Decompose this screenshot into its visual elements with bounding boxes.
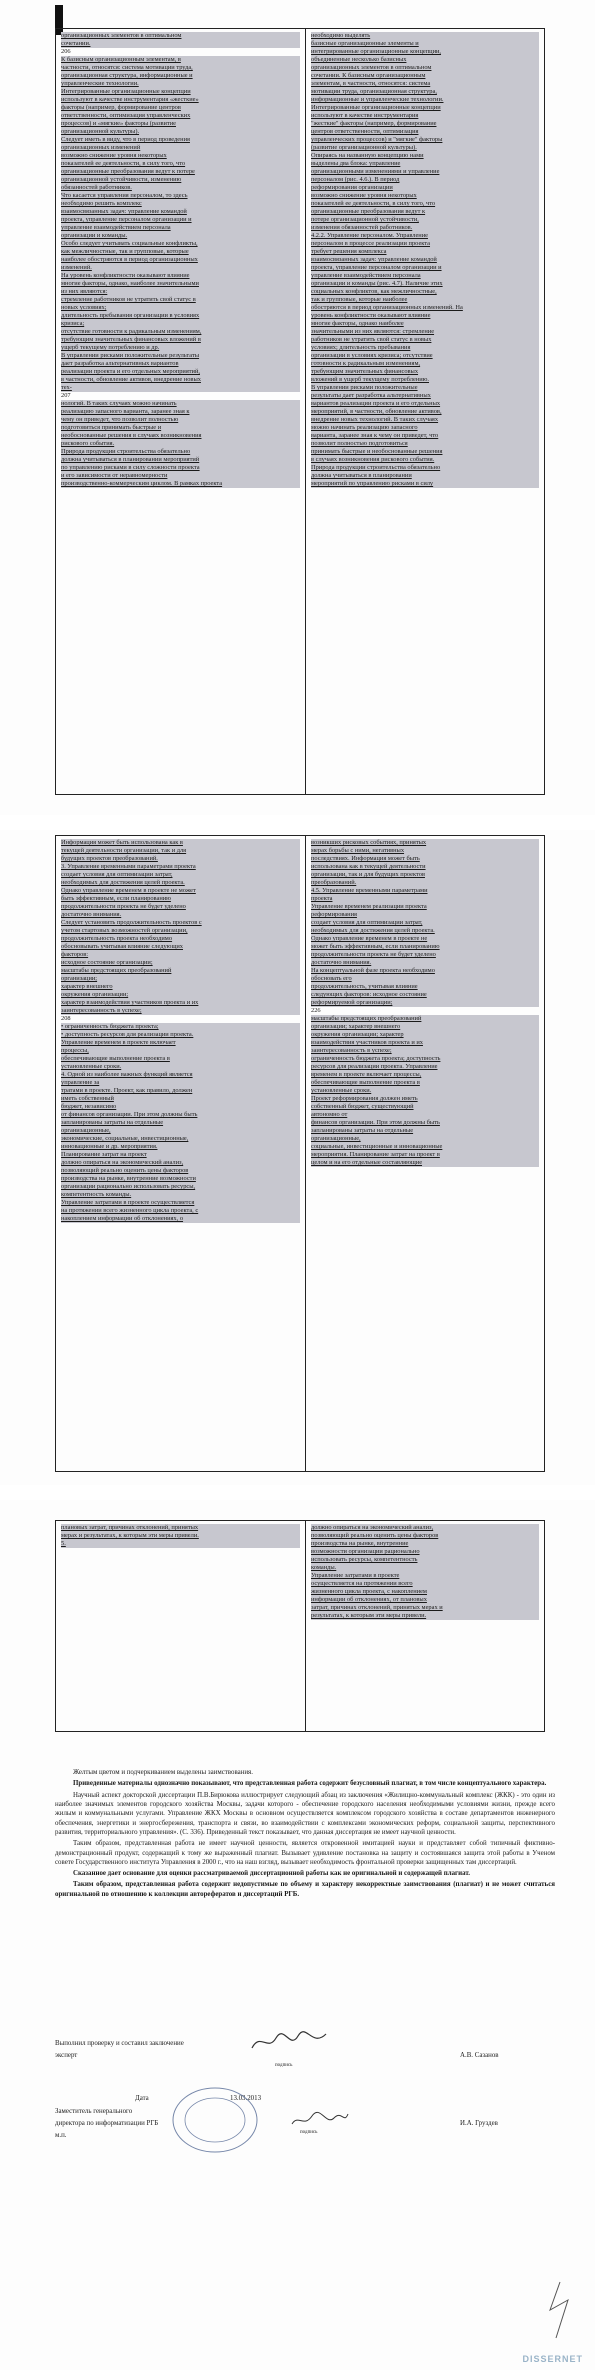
page-number: 207 bbox=[61, 392, 71, 399]
deputy-signature bbox=[290, 2110, 350, 2130]
text-fragment: 4.2.2. Управление персоналом. Управление персоналом в процессе реализации проекта требует решения комплекса взаимосвязанных задач: управление командой проекта, управление персоналом организации и управление взаимодействием персонала организации и команды (рис. 4.7). Наличие этих социальных конфликтов, как межличностные, так и групповые, которые наиболее обостряются в период организационных изменений. На уровень конфликтности оказывают влияние многие факторы, однако наиболее значительными из них являются: стремление работников не утратить свой статус в новых условиях; длительность пребывания организации в условиях кризиса; отсутствие готовности к радикальным изменениям, требующим значительных финансовых вложений в ущерб текущему потреблению. bbox=[311, 232, 539, 384]
text-fragment: организационных элементов в оптимальном сочетании. bbox=[61, 32, 300, 48]
text-fragment: Проект реформирования должен иметь собственный бюджет, существующий автономно от финансов организации. При этом должны быть запланированы затраты на отдельные организационные, социальные, инвестиционные и инновационные мероприятия. Планирование затрат на проект в целом и на его отдельные составляющие bbox=[311, 1095, 539, 1167]
text-fragment: масштабы предстоящих преобразований организации; характер внешнего окружения организации; характер взаимодействия участников проекта и их заинтересованность в успехе; ограниченность бюджета проекта; доступность ресурсов для реализации проекта. Управление временем в проекте включает процессы, обеспечивающие выполнение проекта в установленные сроки. bbox=[311, 1015, 539, 1095]
dissertation-column bbox=[306, 836, 544, 1471]
source-column bbox=[56, 1521, 306, 1731]
expert-line-1: Выполнил проверку и составил заключение bbox=[55, 2040, 184, 2047]
dissertation-column bbox=[306, 29, 544, 794]
source-column bbox=[56, 29, 306, 794]
page-number: 226 bbox=[311, 1007, 321, 1014]
text-fragment: Интегрированные организационные концепции используют в качестве инструментария «жесткие» факторы (например, формирование центров ответственности, оптимизация управленческих процессов) и «мягкие» факторы (развитие организационной культуры). bbox=[61, 88, 300, 136]
expert-conclusion bbox=[55, 1768, 555, 1901]
conclusion-paragraph: Сказанное дает основание для оценки рассматриваемой диссертационной работы как не оригинальной и содержащей плагиат. bbox=[73, 1870, 470, 1878]
scan-page-2 bbox=[0, 830, 595, 1485]
text-fragment: Особо следует учитывать социальные конфликты, как межличностные, так и групповые, которые наиболее обостряются в период организационных изменений. bbox=[61, 240, 300, 272]
text-fragment: возникших рисковых событиях, принятых мерах борьбы с ними, негативных последствиях. Информация может быть использована как в текущей деятельности организации, так и для будущих проектов преобразований. bbox=[311, 839, 539, 887]
source-column bbox=[56, 836, 306, 1471]
dissertation-column bbox=[306, 1521, 544, 1731]
deputy-name: И.А. Груздев bbox=[460, 2120, 498, 2127]
text-fragment: На концептуальной фазе проекта необходимо обосновать его продолжительность, учитывая влияние следующих факторов: исходное состояние реформируемой организации; bbox=[311, 967, 539, 1007]
text-fragment: Опираясь на названную концепцию нами выделены два блока: управление организационными изменениями и управление персоналом (рис. 4.6.). В период реформирования организации возможно снижение уровня некоторых показателей ее деятельности, в силу того, что организационные преобразования ведут к потере организационной устойчивости, изменения обязанностей работников. bbox=[311, 152, 539, 232]
comparison-table bbox=[55, 1520, 545, 1732]
page-number: 206 bbox=[61, 48, 71, 55]
scan-page-1 bbox=[0, 0, 595, 815]
text-fragment: Природа продукции строительства обязательно должна учитываться в планировании мероприятий по управлению рисками в силу сложности проекта и его зависимости от неравномерности производственно-коммерческим циклом. В рамках проекта bbox=[61, 448, 300, 488]
conclusion-paragraph: Таким образом, представленная работа содержит недопустимые по объему и характеру некорректные заимствования (плагиат) и не может считаться оригинальной по отношению к коллекции авторефератов и диссертаций РГБ. bbox=[55, 1881, 555, 1898]
page-number: 208 bbox=[61, 1015, 71, 1022]
comparison-table bbox=[55, 28, 545, 795]
text-fragment: Следует установить продолжительность проектов с учетом стартовых возможностей организации, продолжительность проекта необходимо обосновывать учитывая влияние следующих факторов: исходное состояние организации; масштабы предстоящих преобразований организации; характер внешнего окружения организации; характер взаимодействия участников проекта и их заинтересованность в успехе; bbox=[61, 919, 300, 1015]
date-value: 13.03.2013 bbox=[230, 2095, 262, 2102]
text-fragment: 3. Управление временными параметрами проекта создает условия для оптимизации затрат, необходимых для достижения целей проекта. Однако управление временем в проекте не может быть эффективным, если планированию продолжительности проекта не будет уделено достаточно внимания. bbox=[61, 863, 300, 919]
expert-line-2: эксперт bbox=[55, 2052, 78, 2059]
scan-page-3 bbox=[0, 1500, 595, 2370]
text-fragment: К базисным организационным элементам, в частности, относятся: система мотивации труда, организационная структура, информационные и управленческие технологии. bbox=[61, 56, 300, 88]
legend-note: Желтым цветом и подчеркиванием выделены заимствования. bbox=[73, 1769, 253, 1776]
text-fragment: нологий. В таких случаях можно начинать реализацию запасного варианта, заранее зная к чему он приведет, что позволит полностью подготовиться принимать быстрые и необоснованные решения в случаях возникновения рискового события. bbox=[61, 400, 300, 448]
official-seal bbox=[170, 2085, 260, 2155]
conclusion-paragraph: Таким образом, представленная работа не имеет научной ценности, является откровенной имитацией науки и представляет собой типичный фиктивно-демонстрационный продукт, содержащий к тому же выраженный плагиат. Вызывает удивление постановка на защиту и состоявшаяся защита этой работы в Ученом совете Государственного института Управления в 2000 г., что на наш взгляд, вызывает необходимость фронтальной проверки защищенных там диссертаций. bbox=[55, 1840, 555, 1866]
text-fragment: необходимо выделять базисные организационные элементы и интегрированные организационные концепции, объединенные несколько базисных организационных элементов в оптимальном сочетании. К базисным организационным элементам, в частности, относятся: система мотивации труда, организационная структура, информационные и управленческие технологии. Интегрированные организационные концепции используют в качестве инструментария "жесткие" факторы (например, формирование центров ответственности, оптимизация управленческих процессов) и "мягкие" факторы (развитие организационной культуры). bbox=[311, 32, 539, 152]
comparison-table bbox=[55, 835, 545, 1472]
text-fragment: Информация может быть использована как в текущей деятельности организации, так и для будущих проектов преобразований. bbox=[61, 839, 300, 863]
deputy-title-2: директора по информатизации РГБ bbox=[55, 2120, 159, 2127]
expert-name: А.В. Сазанов bbox=[460, 2052, 499, 2059]
date-label: Дата bbox=[135, 2095, 149, 2102]
text-fragment: Что касается управления персоналом, то здесь необходимо решить комплекс взаимосвязанных задач: управление командой проекта, управление персоналом организации и управление взаимодействием персонала организации и команды. bbox=[61, 192, 300, 240]
signature-caption: подпись bbox=[300, 2130, 318, 2135]
text-fragment: В управлении рисками положительные результаты дает разработка альтернативных вариантов реализации проекта и его отдельных мероприятий, в частности, обновление активов, внедрение новых тех- bbox=[61, 352, 300, 392]
text-fragment: плановых затрат, причинах отклонений, принятых мерах и результатах, к которым эти меры привели. 5. bbox=[61, 1524, 300, 1548]
text-fragment: • ограниченность бюджета проекта; • доступность ресурсов для реализации проекта. Управление временем в проекте включает процессы, обеспечивающие выполнение проекта в установленные сроки. bbox=[61, 1023, 300, 1071]
conclusion-paragraph: Научный аспект докторской диссертации П.В.Бирюкова иллюстрирует следующий абзац из заключения «Жилищно-коммунальный комплекс (ЖКК) - это один из наиболее значимых элементов городского хозяйства Москвы, задачи которого - обеспечение городского населения необходимыми условиями жизни, прежде всего жилым и коммунальными услугами. Управление ЖКХ Москвы в основном осуществляется комплексом городского хозяйства в составе департаментов инженерного обеспечения, энергетики и энергосбережения, транспорта и связи, во взаимодействии с комплексами экономических реформ, социальной защиты, перспективного развития, территориального управления». (С. 336). Приведенный текст показывает, что данная диссертация не имеет научной ценности. bbox=[55, 1791, 555, 1836]
deputy-title-1: Заместитель генерального bbox=[55, 2108, 133, 2115]
watermark-logo: DISSERNET bbox=[522, 2354, 583, 2364]
conclusion-paragraph: Приведенные материалы однозначно показывают, что представленная работа содержит безусловный плагиат, в том числе концептуального характера. bbox=[73, 1780, 547, 1788]
text-fragment: должно опираться на экономический анализ, позволяющий реально оценить цены факторов производства на рынке, внутренние возможности организации рационально использовать ресурсы, компетентность команды. Управление затратами в проекте осуществляется на протяжении всего жизненного цикла проекта, с накоплением информации об отклонениях, от плановых затрат, причинах отклонений, принятых мерах и результатах, к которым эти меры привели. bbox=[311, 1524, 539, 1620]
text-fragment: Следует иметь в виду, что в период проведения организационных изменений возможно снижение уровня некоторых показателей ее деятельности, в силу того, что организационные преобразования ведут к потере организационной устойчивости, изменению обязанностей работников. bbox=[61, 136, 300, 192]
text-fragment: В управлении рисками положительные результаты дает разработка альтернативных вариантов реализации проекта и его отдельных мероприятий, в частности, обновление активов, внедрение новых технологий. В таких случаях можно начинать реализацию запасного варианта, заранее зная к чему он приведет, что позволит полностью подготовиться принимать быстрые и необоснованные решения в случаях возникновения рискового события. Природа продукции строительства обязательно должна учитываться в планировании мероприятий по управлению рисками в силу bbox=[311, 384, 539, 488]
margin-scribble bbox=[540, 2280, 580, 2340]
text-fragment: 4. Одной из наиболее важных функций является управление за тратами в проекте. Проект, как правило, должен иметь собственный бюджет, независимо от финансов организации. При этом должны быть запланированы затраты на отдельные организационные, экономические, социальные, инвестиционные, инновационные и др. мероприятия. Планирование затрат на проект должно опираться на экономический анализ, позволяющий реально оценить цены факторов производства на рынке, внутренние возможности организации рационально использовать ресурсы, компетентность команды. Управление затратами в проекте осуществляется на протяжении всего жизненного цикла проекта, с накоплением информации об отклонениях, о bbox=[61, 1071, 300, 1223]
text-fragment: На уровень конфликтности оказывают влияние многие факторы, однако, наиболее значительными из них являются: стремление работников не утратить свой статус в новых условиях; длительность пребывания организации в условиях кризиса; отсутствие готовности к радикальным изменениям, требующим значительных финансовых вложений в ущерб текущему потреблению и др. bbox=[61, 272, 300, 352]
stamp-place: м.п. bbox=[55, 2132, 67, 2139]
expert-signature bbox=[250, 2030, 330, 2054]
signature-caption: подпись bbox=[275, 2063, 293, 2068]
text-fragment: 4.5. Управление временными параметрами проекта Управление временем реализации проекта реформирования создает условия для оптимизации затрат, необходимых для достижения целей проекта. Однако управление временем в проекте не может быть эффективным, если планированию продолжительности проекта не будет уделено достаточно внимания. bbox=[311, 887, 539, 967]
